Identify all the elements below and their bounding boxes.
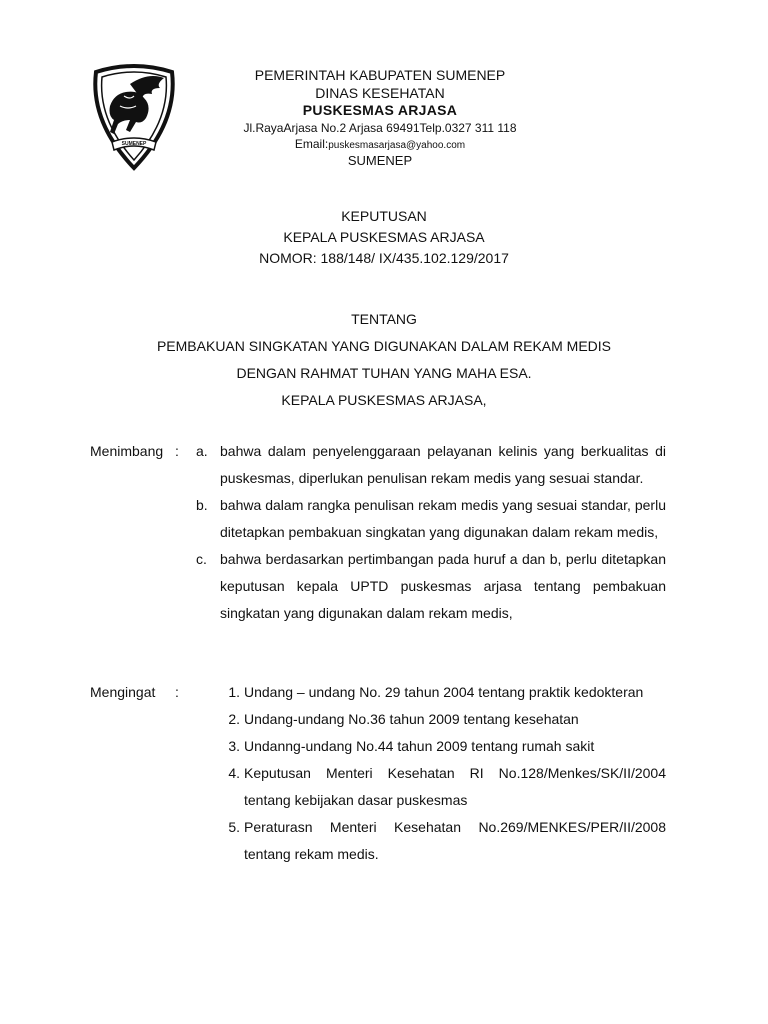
- logo-banner-text: SUMENEP: [121, 141, 147, 147]
- decree-title: KEPUTUSAN: [341, 208, 427, 224]
- decree-number: NOMOR: 188/148/ IX/435.102.129/2017: [259, 250, 509, 266]
- letterhead-email-line: [190, 137, 570, 151]
- list-marker: 2.: [228, 711, 240, 727]
- mengingat-colon: :: [175, 684, 179, 700]
- list-marker: b.: [196, 497, 208, 513]
- list-item: [196, 733, 666, 760]
- letterhead-department: DINAS KESEHATAN: [315, 85, 445, 101]
- mengingat-label: Mengingat: [90, 684, 156, 700]
- list-marker: a.: [196, 443, 208, 459]
- letterhead-government: PEMERINTAH KABUPATEN SUMENEP: [254, 67, 506, 83]
- email-address: puskesmasarjasa@yahoo.com: [328, 140, 466, 151]
- menimbang-colon: :: [175, 443, 179, 459]
- list-text: Undanng-undang No.44 tahun 2009 tentang rumah sakit: [244, 738, 595, 754]
- sumenep-crest-icon: [90, 62, 178, 172]
- list-text: Undang – undang No. 29 tahun 2004 tentang praktik kedokteran: [244, 684, 644, 700]
- list-item: [196, 546, 666, 627]
- list-marker: c.: [196, 551, 207, 567]
- list-text: bahwa dalam rangka penulisan rekam medis yang sesuai standar, perlu ditetapkan pembakuan singkatan yang digunakan dalam rekam medis,: [220, 497, 666, 540]
- list-item: [196, 706, 666, 733]
- decree-subject: PEMBAKUAN SINGKATAN YANG DIGUNAKAN DALAM REKAM MEDIS: [156, 338, 612, 354]
- list-marker: 3.: [228, 738, 240, 754]
- list-marker: 1.: [228, 684, 240, 700]
- list-marker: 5.: [228, 819, 240, 835]
- list-item: [196, 438, 666, 492]
- list-item: [196, 679, 666, 706]
- letterhead-puskesmas: PUSKESMAS ARJASA: [302, 102, 458, 118]
- list-text: Peraturasn Menteri Kesehatan No.269/MENKES/PER/II/2008 tentang rekam medis.: [244, 819, 666, 862]
- menimbang-label: Menimbang: [90, 443, 164, 459]
- list-text: Undang-undang No.36 tahun 2009 tentang kesehatan: [244, 711, 579, 727]
- list-item: [196, 814, 666, 868]
- email-label: Email:: [294, 137, 329, 151]
- decree-about: TENTANG: [351, 311, 417, 327]
- decree-signatory-heading: KEPALA PUSKESMAS ARJASA,: [281, 392, 487, 408]
- list-text: Keputusan Menteri Kesehatan RI No.128/Menkes/SK/II/2004 tentang kebijakan dasar puskesmas: [244, 765, 666, 808]
- decree-issuer: KEPALA PUSKESMAS ARJASA: [283, 229, 485, 245]
- menimbang-list: [196, 438, 666, 627]
- list-text: bahwa berdasarkan pertimbangan pada huruf a dan b, perlu ditetapkan keputusan kepala UPTD puskesmas arjasa tentang pembakuan singkatan yang digunakan dalam rekam medis,: [220, 551, 666, 621]
- list-item: [196, 760, 666, 814]
- list-text: bahwa dalam penyelenggaraan pelayanan kelinis yang berkualitas di puskesmas, diperlukan penulisan rekam medis yang sesuai standar.: [220, 443, 666, 486]
- list-item: [196, 492, 666, 546]
- letterhead-city: SUMENEP: [347, 153, 413, 168]
- mengingat-list: [196, 679, 666, 868]
- decree-invocation: DENGAN RAHMAT TUHAN YANG MAHA ESA.: [236, 365, 532, 381]
- list-marker: 4.: [228, 765, 240, 781]
- letterhead-address: Jl.RayaArjasa No.2 Arjasa 69491Telp.0327 311 118: [243, 121, 517, 135]
